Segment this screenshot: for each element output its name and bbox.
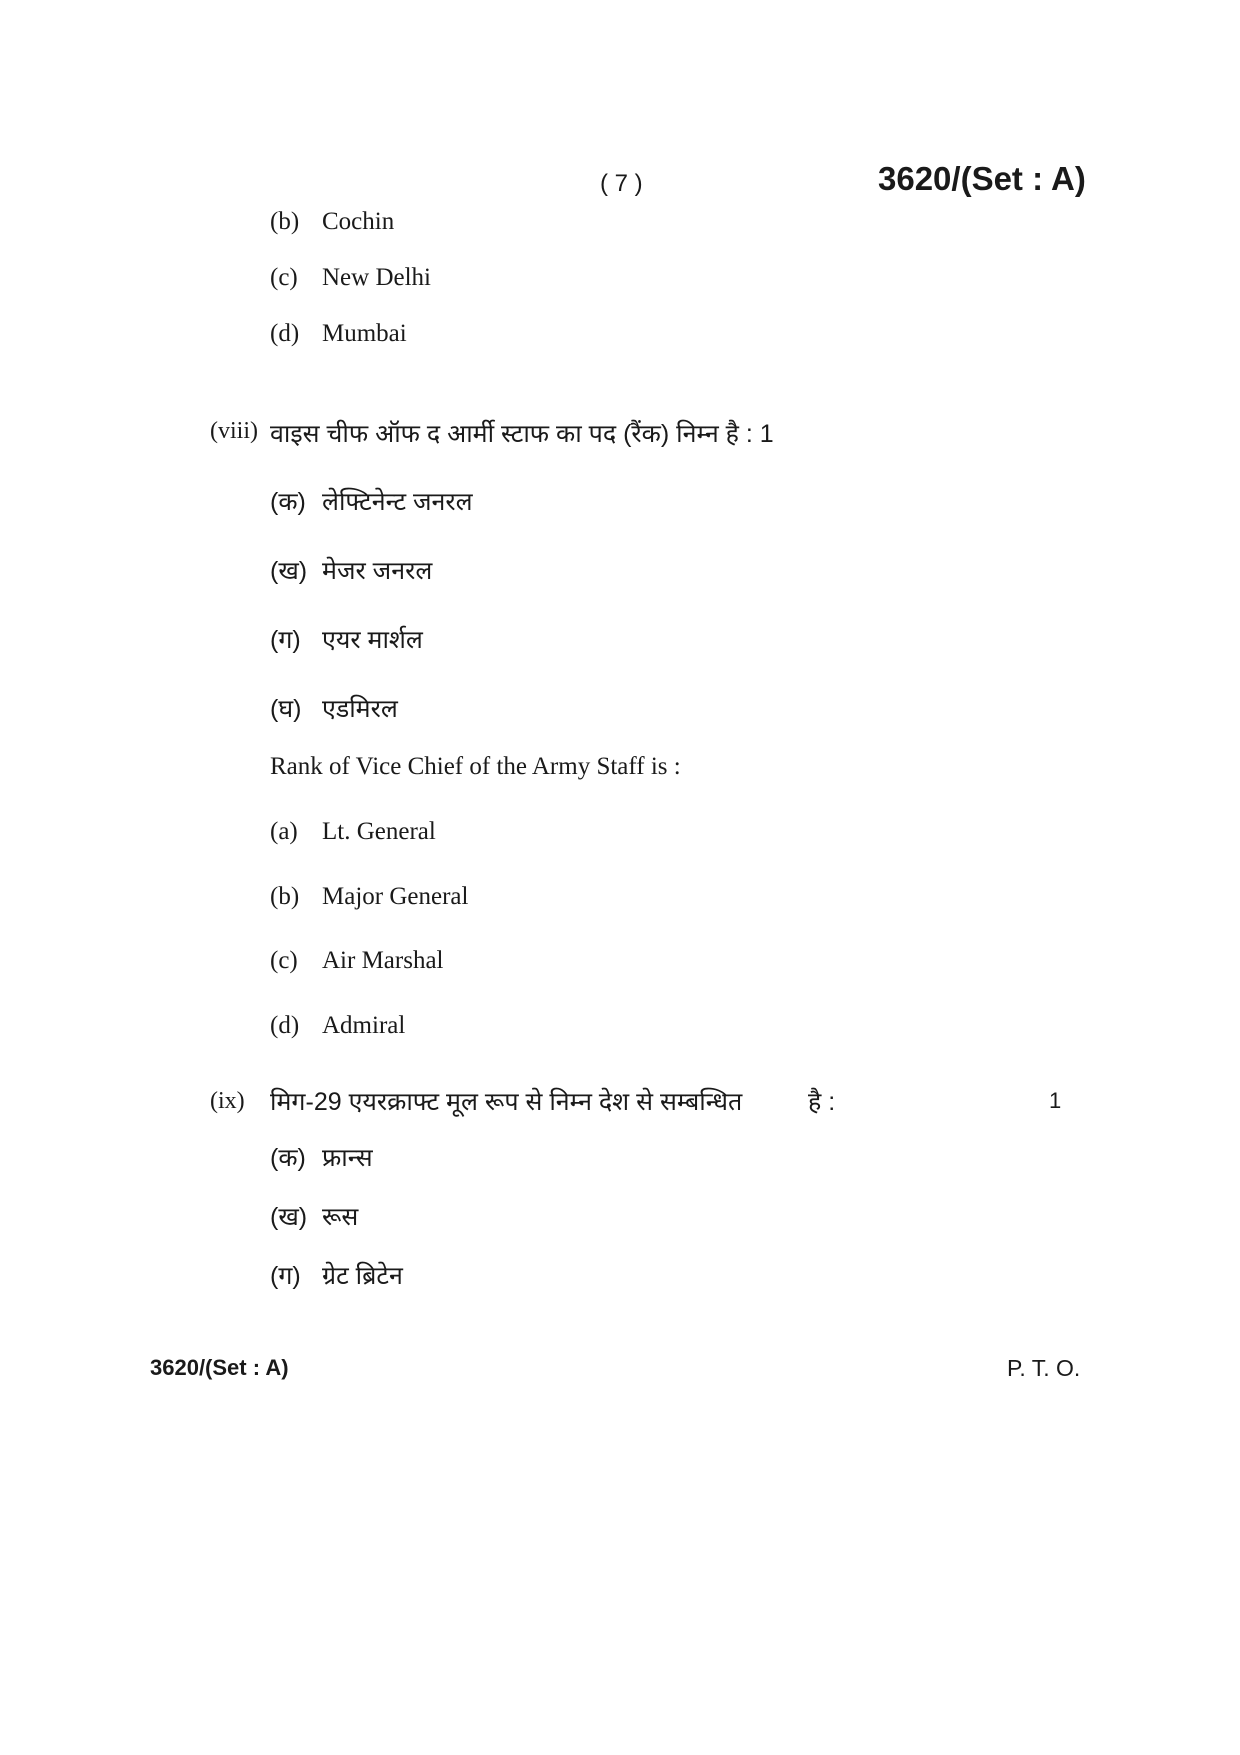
option-label: (ख) — [270, 557, 308, 585]
option-label: (ग) — [270, 626, 301, 654]
question-ix-hindi-text: मिग-29 एयरक्राफ्ट मूल रूप से निम्न देश से सम्बन्धित — [270, 1088, 743, 1116]
option-label: (ग) — [270, 1262, 301, 1290]
option-text: लेफ्टिनेन्ट जनरल — [322, 488, 473, 516]
option-label: (क) — [270, 1144, 306, 1172]
question-ix-marks: 1 — [1049, 1088, 1062, 1113]
option-text: ग्रेट ब्रिटेन — [322, 1262, 403, 1290]
question-viii-english-text: Rank of Vice Chief of the Army Staff is : — [270, 753, 681, 780]
option-text: Major General — [322, 883, 469, 910]
page-number: ( 7 ) — [600, 170, 643, 197]
question-number-viii: (viii) — [210, 418, 258, 444]
option-text: रूस — [322, 1203, 359, 1231]
question-ix-hindi-text-end: है : — [808, 1088, 836, 1116]
option-text: फ्रान्स — [322, 1144, 373, 1172]
pto-label: P. T. O. — [1007, 1355, 1081, 1381]
option-text: एयर मार्शल — [322, 626, 423, 654]
option-label: (b) — [270, 208, 300, 235]
question-viii-hindi-text: वाइस चीफ ऑफ द आर्मी स्टाफ का पद (रैंक) निम्न है : 1 — [270, 420, 774, 448]
option-label: (d) — [270, 320, 300, 347]
option-label: (c) — [270, 264, 298, 291]
paper-code-header: 3620/(Set : A) — [878, 160, 1086, 197]
option-text: New Delhi — [322, 264, 431, 291]
option-label: (क) — [270, 488, 306, 516]
option-label: (b) — [270, 883, 300, 910]
option-text: Admiral — [322, 1012, 406, 1039]
option-text: Cochin — [322, 208, 395, 235]
option-label: (c) — [270, 947, 298, 974]
option-text: एडमिरल — [322, 695, 398, 723]
question-number-ix: (ix) — [210, 1088, 245, 1114]
paper-code-footer: 3620/(Set : A) — [150, 1355, 289, 1380]
option-label: (ख) — [270, 1203, 308, 1231]
option-text: मेजर जनरल — [322, 557, 433, 585]
option-label: (d) — [270, 1012, 300, 1039]
option-label: (घ) — [270, 695, 302, 723]
option-text: Mumbai — [322, 320, 407, 347]
option-text: Lt. General — [322, 818, 436, 845]
option-text: Air Marshal — [322, 947, 444, 974]
option-label: (a) — [270, 818, 298, 845]
